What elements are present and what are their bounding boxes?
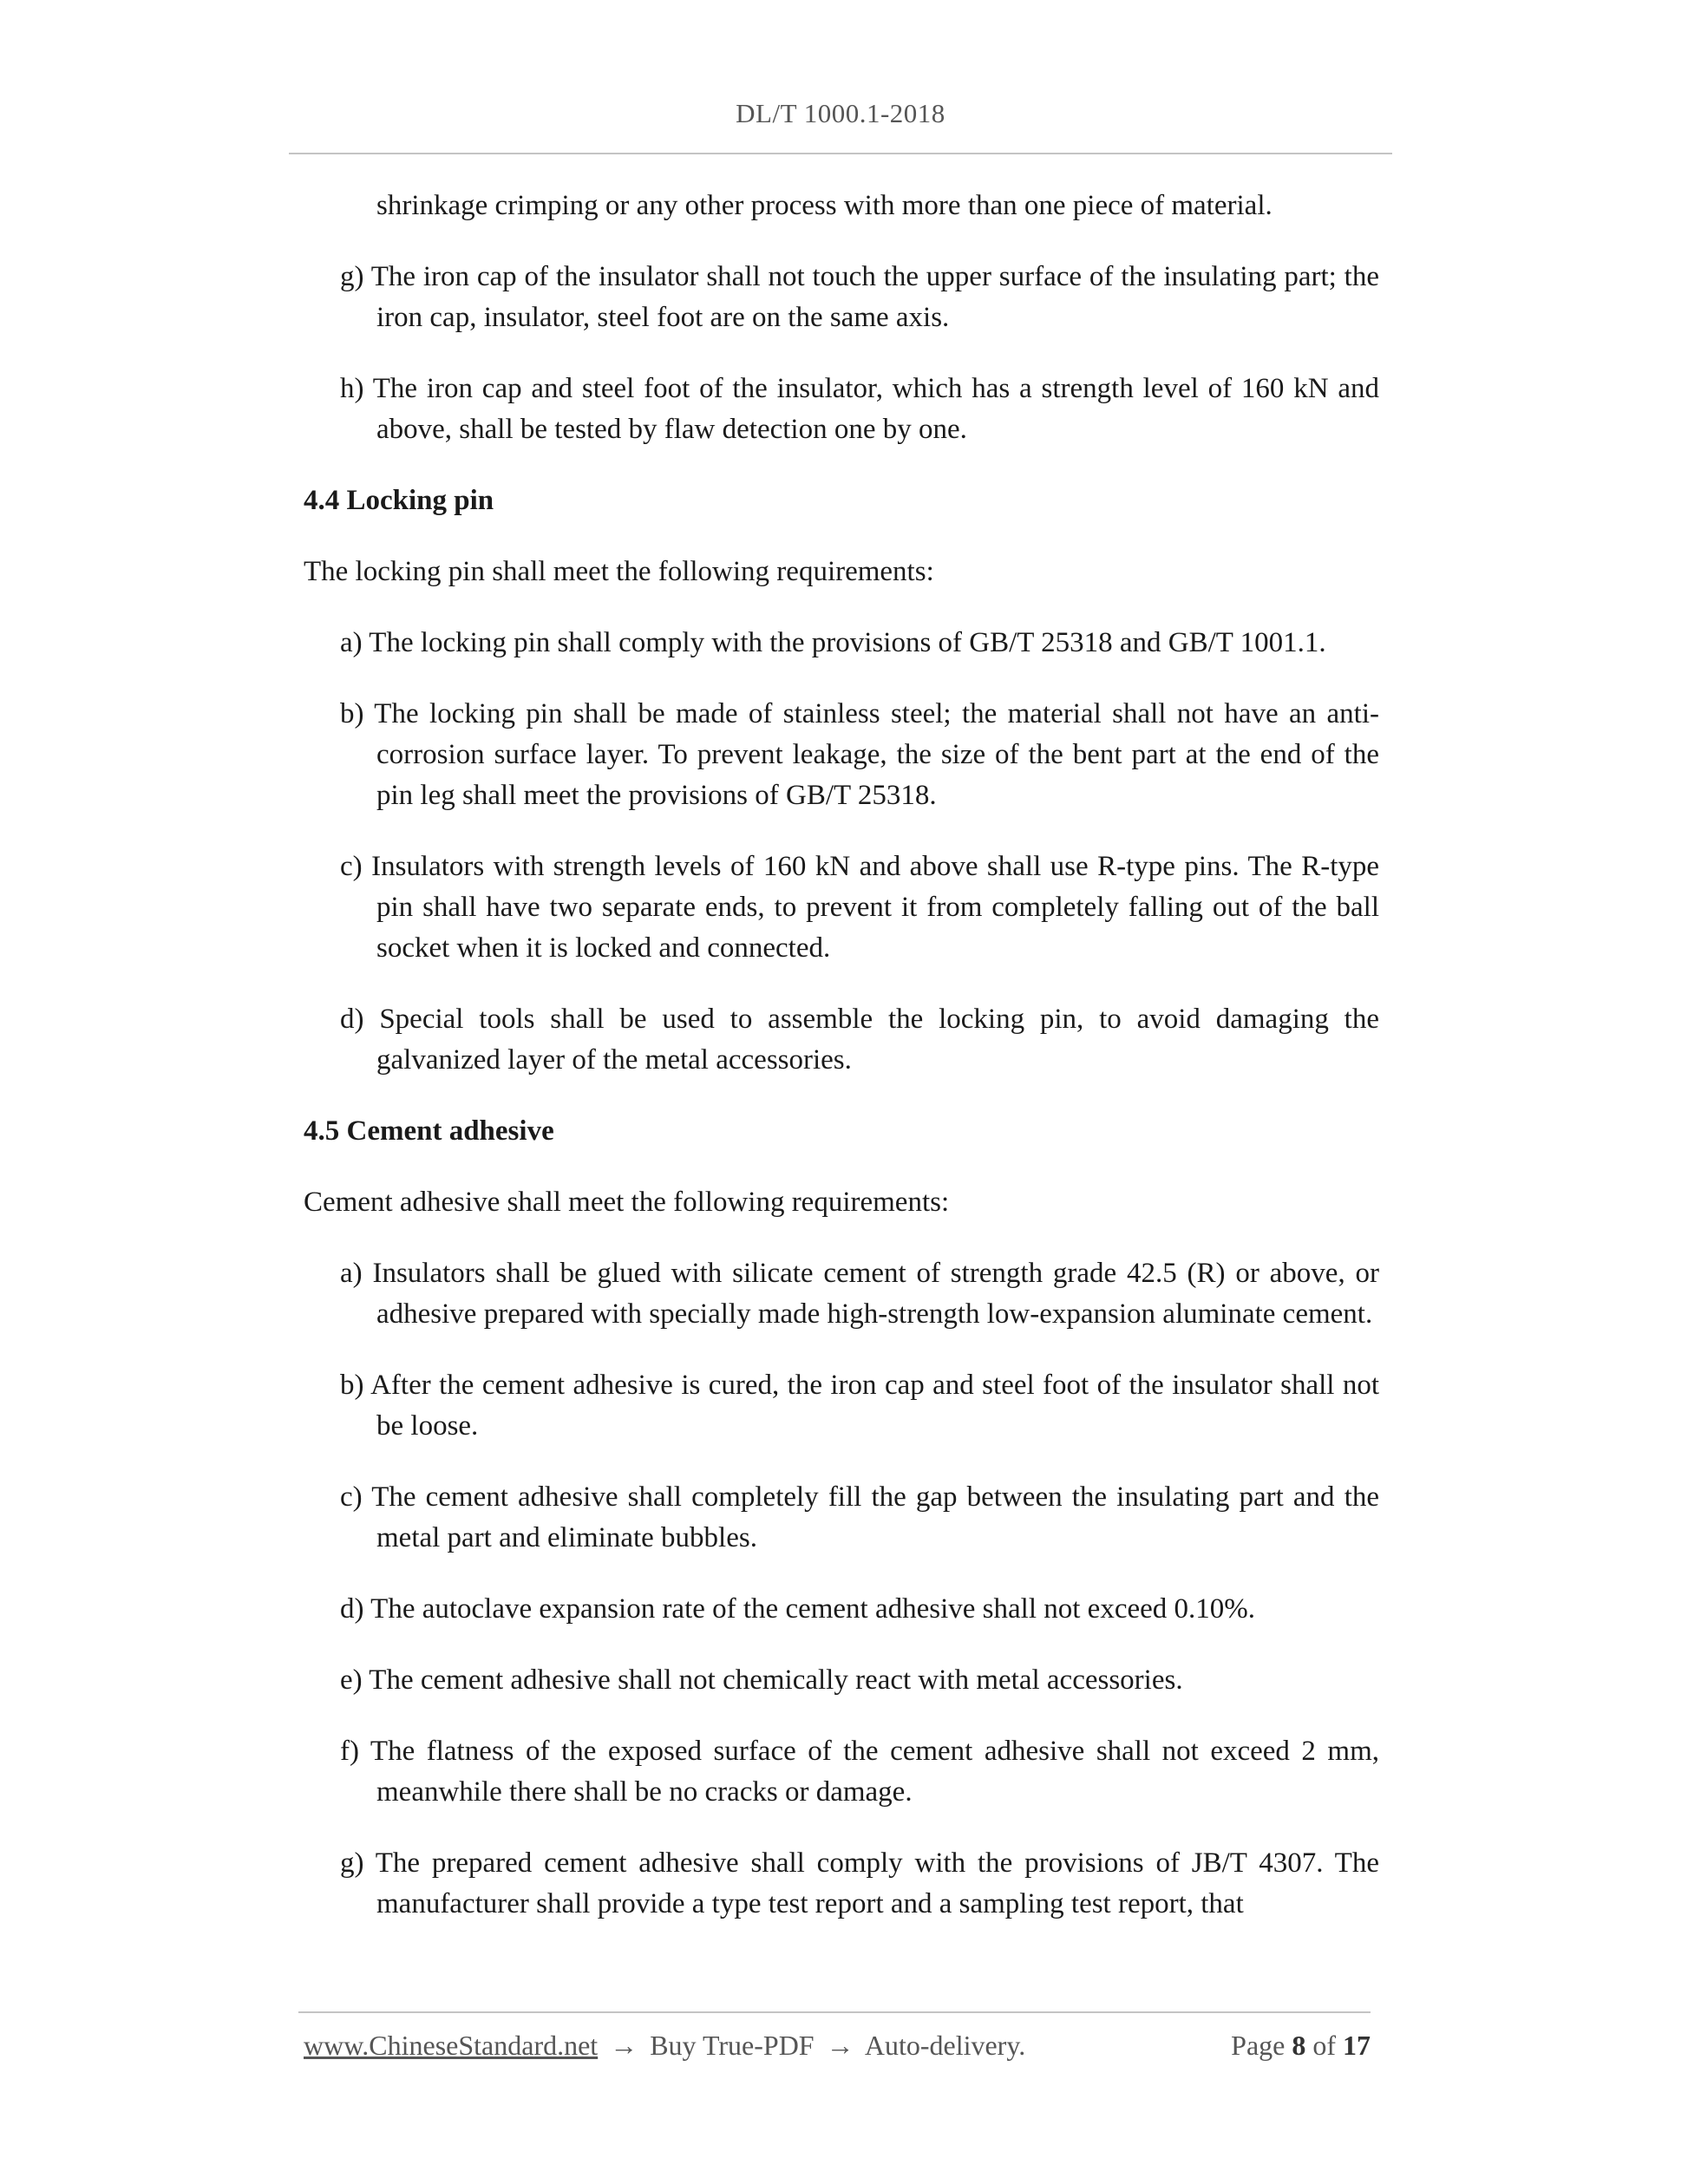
list-item-label: g) <box>340 1847 364 1879</box>
list-item <box>304 257 1379 338</box>
list-item-label: e) <box>340 1664 363 1696</box>
list-item-label: a) <box>340 1258 363 1289</box>
list-item <box>304 999 1379 1081</box>
list-item-label: b) <box>340 1370 364 1401</box>
list-item-text: Insulators shall be glued with silicate cement of strength grade 42.5 (R) or above, or adhesive prepared with specially made high-strength low-expansion aluminate cement. <box>372 1258 1379 1330</box>
buy-pdf-text: Buy True-PDF <box>650 2030 815 2061</box>
list-item <box>304 369 1379 450</box>
section-heading-cement-adhesive: 4.5 Cement adhesive <box>304 1115 554 1147</box>
list-item-text: The prepared cement adhesive shall comply with the provisions of JB/T 4307. The manufacturer shall provide a type test report and a sampling test report, that <box>375 1847 1379 1919</box>
list-item-text: shrinkage crimping or any other process with more than one piece of material. <box>376 190 1273 221</box>
list-item-text: The locking pin shall be made of stainless steel; the material shall not have an anti-corrosion surface layer. To prevent leakage, the size of the bent part at the end of the pin leg shall meet the provisions of GB/T 25318. <box>374 698 1379 811</box>
list-item <box>304 1365 1379 1447</box>
list-item <box>304 1589 1379 1630</box>
section-intro: The locking pin shall meet the following requirements: <box>304 556 934 587</box>
page-total: 17 <box>1343 2030 1371 2061</box>
list-item <box>304 186 1379 226</box>
list-item-label: c) <box>340 851 363 882</box>
list-item-text: Insulators with strength levels of 160 kN and above shall use R-type pins. The R-type pin shall have two separate ends, to prevent it from completely falling out of the ball socket when it is locked and connected. <box>371 851 1380 964</box>
list-item-label: c) <box>340 1481 363 1513</box>
footer-divider <box>298 2011 1371 2013</box>
page-footer <box>304 2030 1371 2062</box>
list-item-label: a) <box>340 627 363 658</box>
list-item <box>304 694 1379 816</box>
list-item <box>304 1731 1379 1813</box>
list-item-text: The cement adhesive shall completely fill the gap between the insulating part and the metal part and eliminate bubbles. <box>371 1481 1380 1553</box>
list-item-text: The iron cap of the insulator shall not touch the upper surface of the insulating part; the iron cap, insulator, steel foot are on the same axis. <box>370 261 1380 333</box>
page-word: Page <box>1231 2030 1286 2061</box>
list-item-label: d) <box>340 1593 364 1625</box>
list-item <box>304 1843 1379 1925</box>
list-item-label: h) <box>340 373 364 404</box>
list-item-text: The cement adhesive shall not chemically react with metal accessories. <box>369 1664 1183 1696</box>
footer-promo <box>304 2030 1025 2062</box>
list-item <box>304 1477 1379 1559</box>
header-divider <box>289 153 1392 154</box>
list-item-label: f) <box>340 1736 359 1767</box>
list-item-text: The iron cap and steel foot of the insulator, which has a strength level of 160 kN and above, shall be tested by flaw detection one by one. <box>372 373 1379 445</box>
document-header: DL/T 1000.1-2018 <box>736 98 945 128</box>
document-body <box>304 186 1379 1955</box>
list-item-label: g) <box>340 261 364 292</box>
site-link[interactable]: www.ChineseStandard.net <box>304 2030 599 2061</box>
list-item-label: d) <box>340 1004 364 1035</box>
list-item <box>304 847 1379 969</box>
arrow-right-icon: → <box>610 2030 638 2061</box>
list-item <box>304 623 1379 664</box>
section-intro: Cement adhesive shall meet the following requirements: <box>304 1187 950 1218</box>
auto-delivery-text: Auto-delivery. <box>864 2030 1026 2061</box>
section-heading-locking-pin: 4.4 Locking pin <box>304 485 494 516</box>
list-item-label: b) <box>340 698 364 729</box>
list-item-text: The autoclave expansion rate of the cement adhesive shall not exceed 0.10%. <box>370 1593 1255 1625</box>
list-item-text: Special tools shall be used to assemble the locking pin, to avoid damaging the galvanized layer of the metal accessories. <box>376 1004 1379 1076</box>
list-item <box>304 1253 1379 1335</box>
arrow-right-icon: → <box>826 2030 854 2061</box>
page-current: 8 <box>1292 2030 1306 2061</box>
page-number <box>1231 2030 1371 2062</box>
list-item-text: The flatness of the exposed surface of the cement adhesive shall not exceed 2 mm, meanwhile there shall be no cracks or damage. <box>370 1736 1380 1808</box>
list-item-text: The locking pin shall comply with the provisions of GB/T 25318 and GB/T 1001.1. <box>369 627 1326 658</box>
list-item-text: After the cement adhesive is cured, the iron cap and steel foot of the insulator shall not be loose. <box>370 1370 1379 1442</box>
list-item <box>304 1660 1379 1701</box>
of-word: of <box>1312 2030 1336 2061</box>
